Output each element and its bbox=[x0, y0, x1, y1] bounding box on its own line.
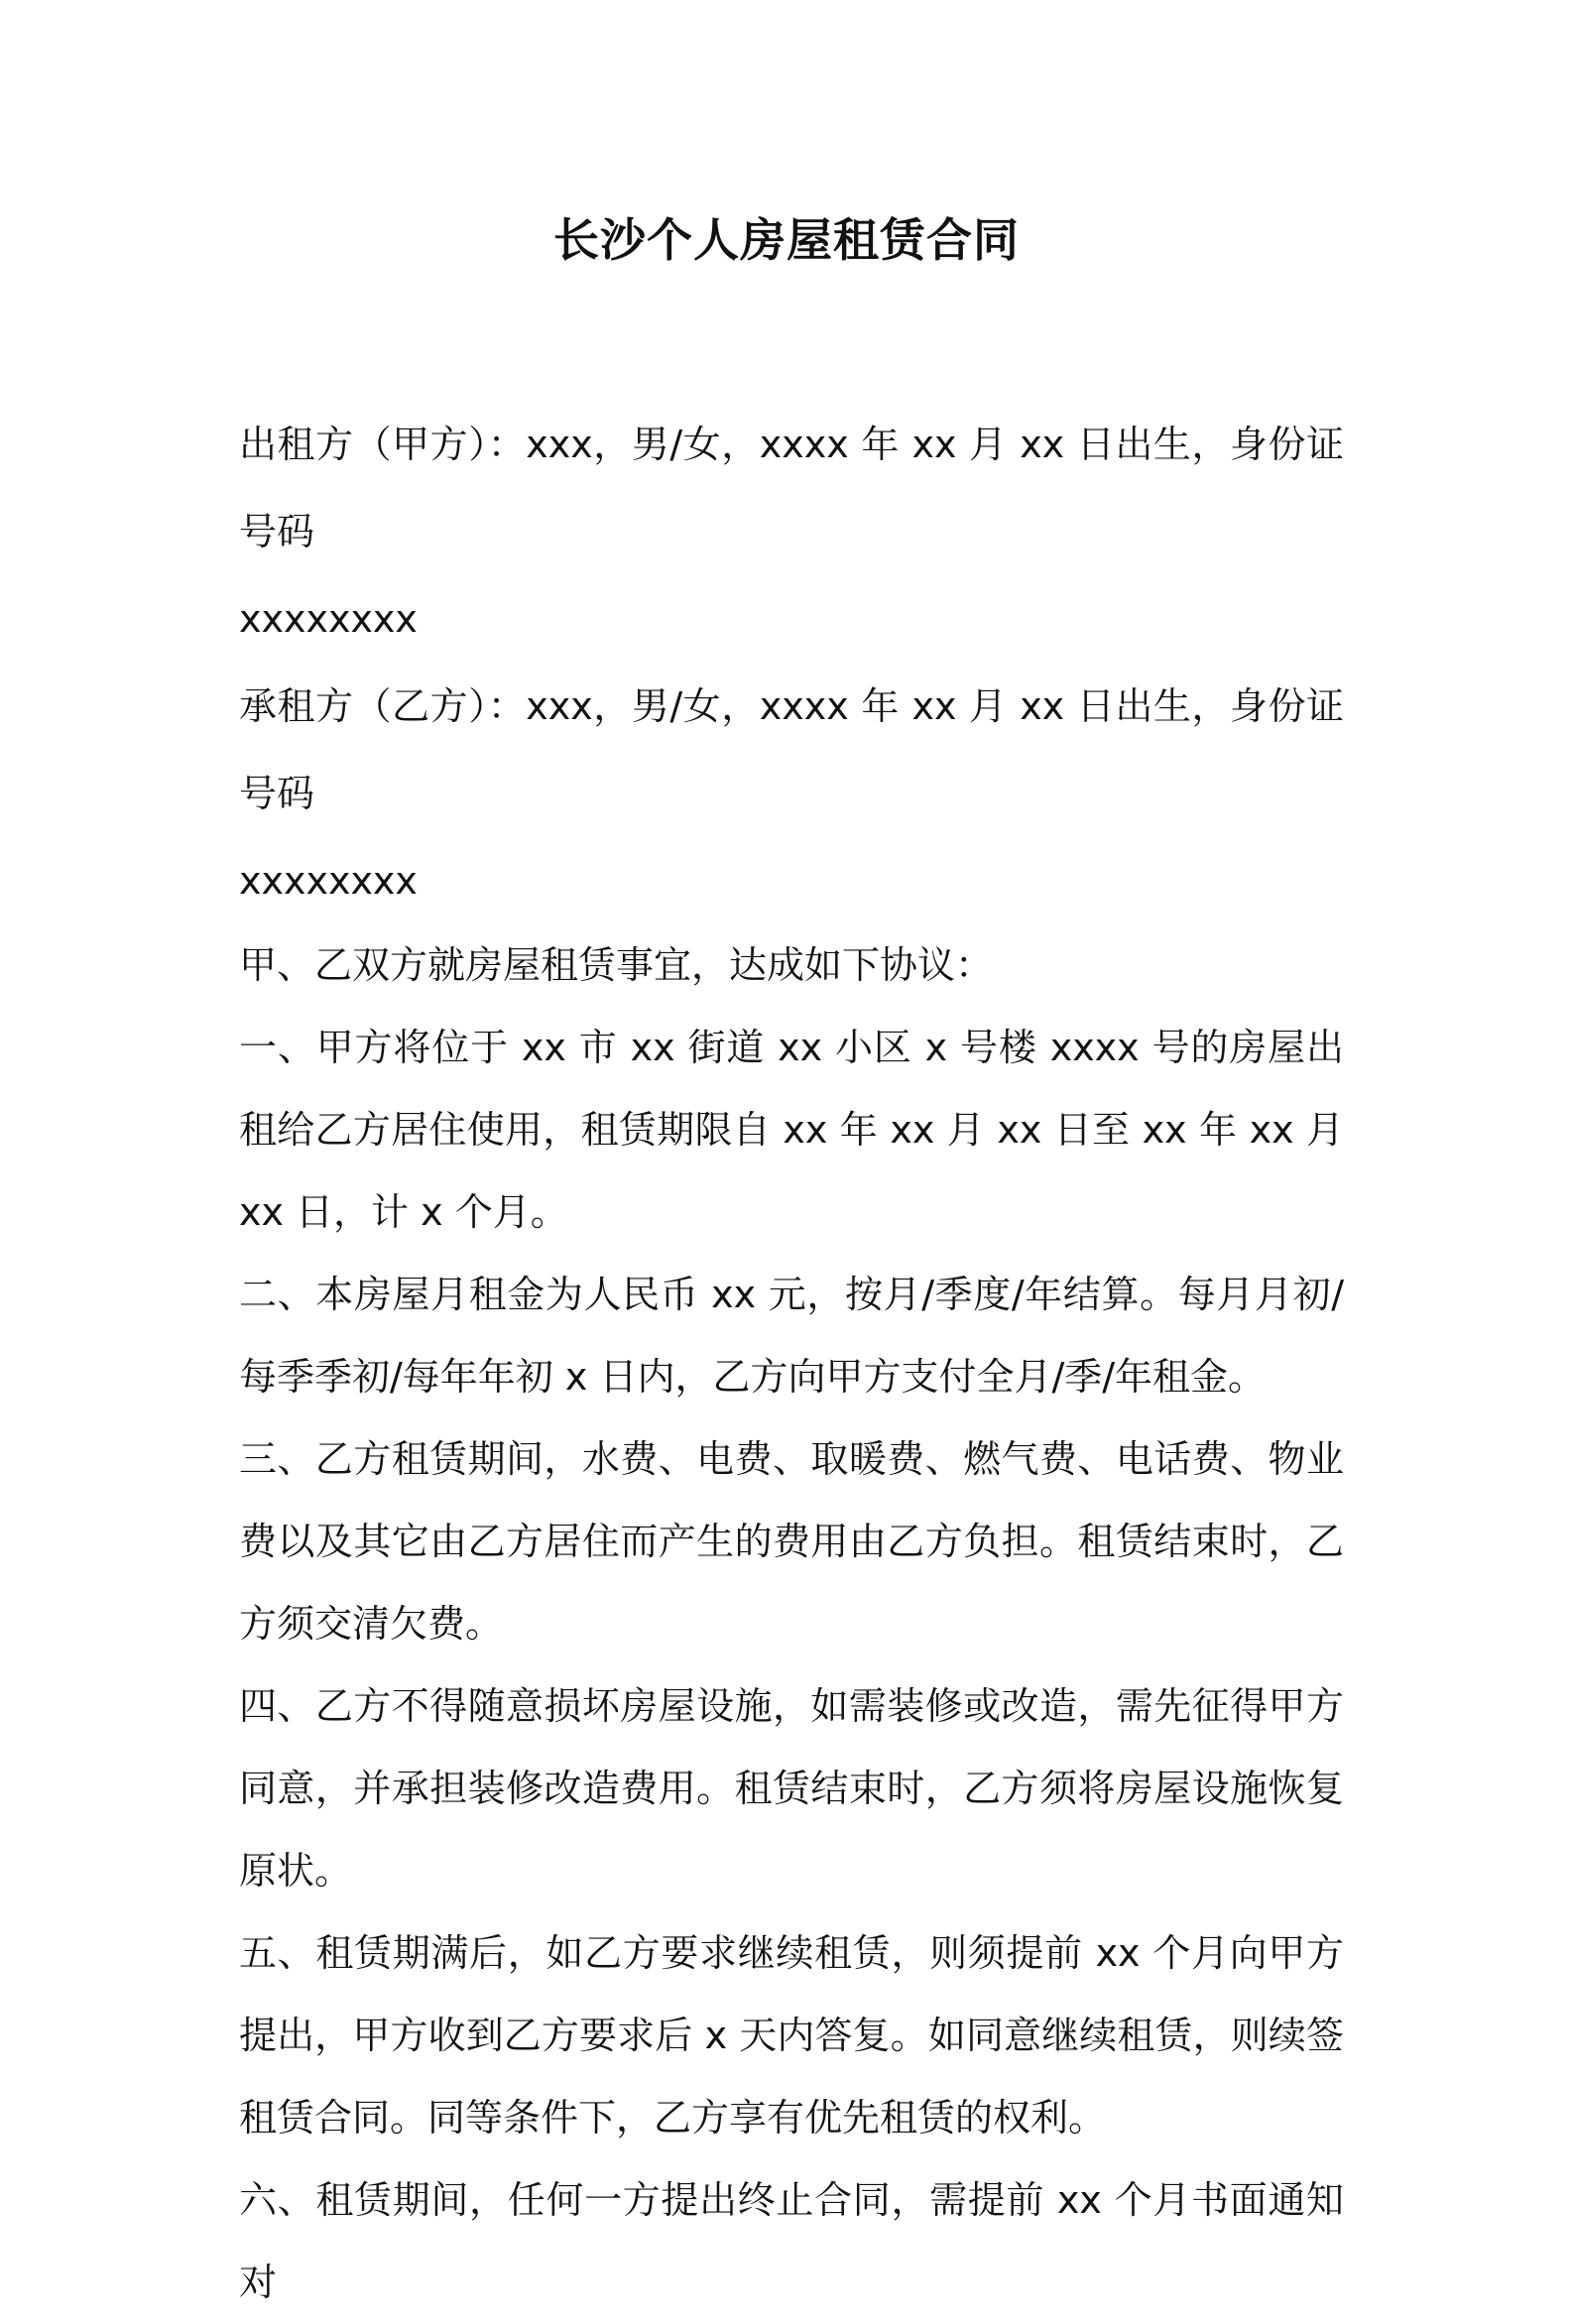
party-b-paragraph: 承租方（乙方）：xxx，男/女，xxxx 年 xx 月 xx 日出生，身份证号码 xxxxxxxx bbox=[239, 684, 1344, 903]
clause-6: 六、租赁期间，任何一方提出终止合同，需提前 xx 个月书面通知对 bbox=[239, 2178, 1344, 2304]
intro-paragraph: 甲、乙双方就房屋租赁事宜，达成如下协议： bbox=[239, 943, 994, 987]
party-a-paragraph: 出租方（甲方）：xxx，男/女，xxxx 年 xx 月 xx 日出生，身份证号码 xxxxxxxx bbox=[239, 423, 1344, 641]
clause-1: 一、甲方将位于 xx 市 xx 街道 xx 小区 x 号楼 xxxx 号的房屋出租给乙方居住使用，租赁期限自 xx 年 xx 月 xx 日至 xx 年 xx 月 xx 日，计 x 个月。 bbox=[239, 1026, 1344, 1234]
clause-5: 五、租赁期满后，如乙方要求继续租赁，则须提前 xx 个月向甲方提出，甲方收到乙方要求后 x 天内答复。如同意继续租赁，则续签租赁合同。同等条件下，乙方享有优先租赁的权利。 bbox=[239, 1931, 1344, 2140]
clause-2: 二、本房屋月租金为人民币 xx 元，按月/季度/年结算。每月月初/每季季初/每年年初 x 日内，乙方向甲方支付全月/季/年租金。 bbox=[239, 1273, 1344, 1399]
clause-3: 三、乙方租赁期间，水费、电费、取暖费、燃气费、电话费、物业费以及其它由乙方居住而产生的费用由乙方负担。租赁结束时，乙方须交清欠费。 bbox=[239, 1437, 1344, 1646]
document-title: 长沙个人房屋租赁合同 bbox=[553, 213, 1020, 267]
clause-4: 四、乙方不得随意损坏房屋设施，如需装修或改造，需先征得甲方同意，并承担装修改造费用。租赁结束时，乙方须将房屋设施恢复原状。 bbox=[239, 1684, 1344, 1893]
document-body bbox=[239, 401, 1344, 2324]
